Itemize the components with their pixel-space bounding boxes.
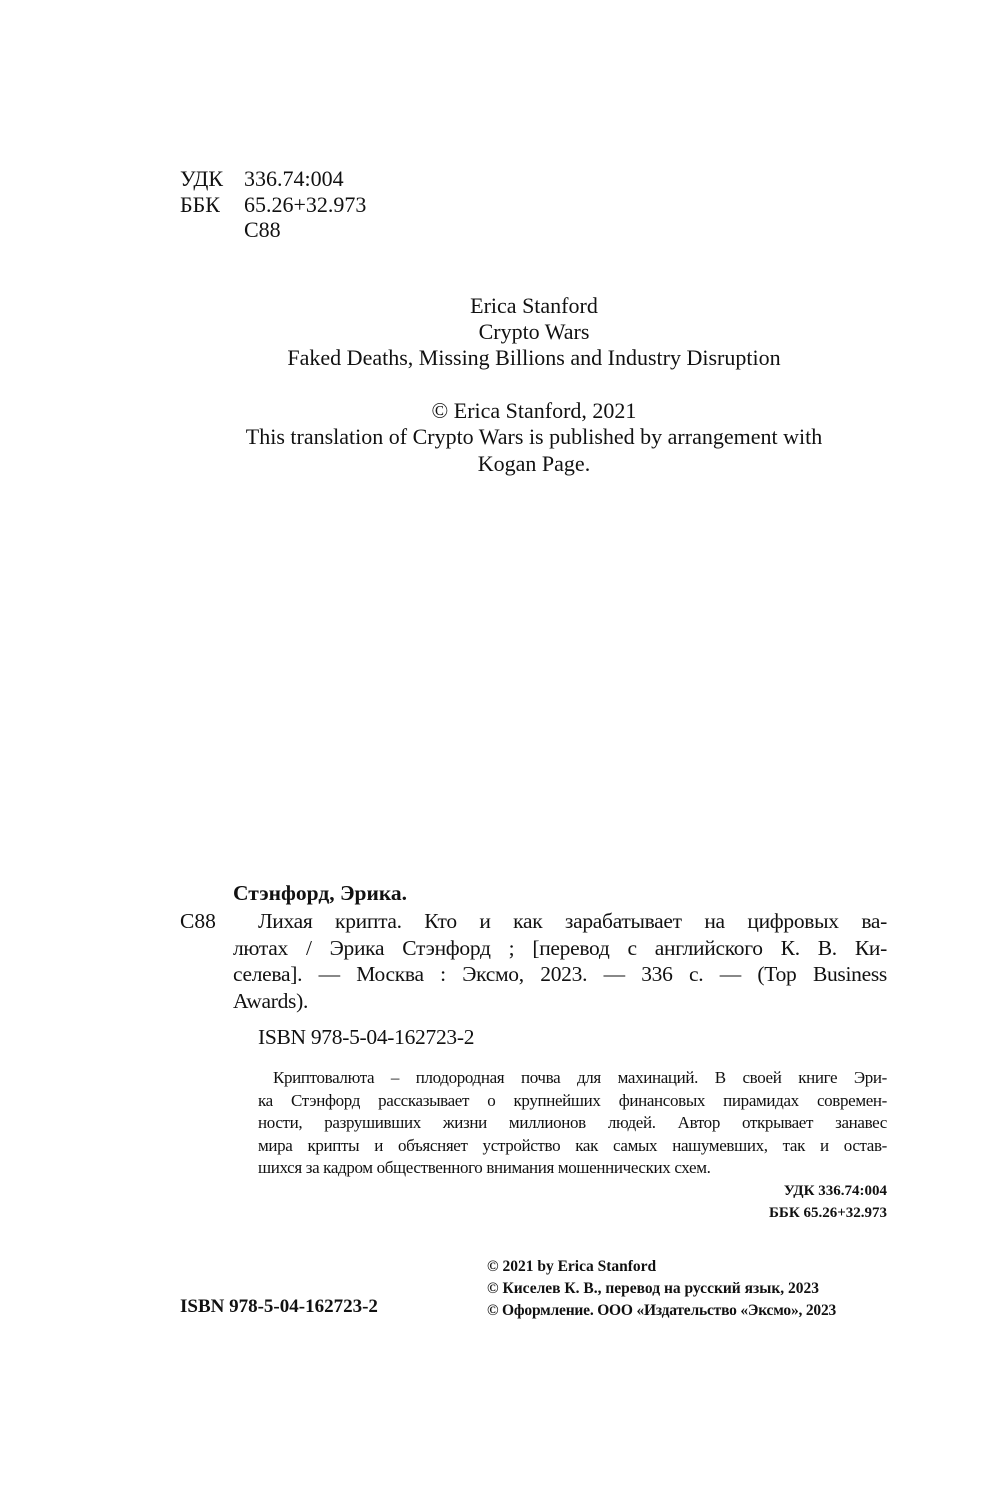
record-line: Awards).: [233, 989, 309, 1013]
original-copyright: © Erica Stanford, 2021: [431, 398, 637, 423]
translation-note-line: Kogan Page.: [477, 451, 591, 476]
abstract-line: шихся за кадром общественного внимания мошеннических схем.: [258, 1158, 711, 1177]
record-isbn: ISBN 978-5-04-162723-2: [258, 1025, 475, 1049]
original-title: Crypto Wars: [478, 319, 590, 344]
abstract-line: Криптовалюта – плодородная почва для махинаций. В своей книге Эри-: [273, 1068, 887, 1087]
udk-label: УДК: [180, 166, 224, 191]
author-mark: С88: [244, 217, 281, 242]
bbk-label: ББК: [180, 192, 220, 217]
record-author-mark: С88: [180, 909, 216, 933]
original-author: Erica Stanford: [470, 293, 598, 318]
udk-code: 336.74:004: [244, 166, 344, 191]
copyright-line: © Киселев К. В., перевод на русский язык, 2023: [487, 1280, 820, 1297]
abstract-line: ка Стэнфорд рассказывает о крупнейших финансовых пирамидах современ-: [258, 1091, 887, 1110]
abstract-line: мира крипты и объясняет устройство как самых нашумевших, так и остав-: [258, 1136, 887, 1155]
record-line: лютах / Эрика Стэнфорд ; [перевод с английского К. В. Ки-: [233, 936, 887, 960]
translation-note-line: This translation of Crypto Wars is published by arrangement with: [245, 424, 823, 449]
record-bbk: ББК 65.26+32.973: [768, 1205, 887, 1221]
record-udk: УДК 336.74:004: [783, 1183, 887, 1199]
bbk-code: 65.26+32.973: [244, 192, 367, 217]
abstract-line: ности, разрушивших жизни миллионов людей. Автор открывает занавес: [258, 1113, 887, 1132]
original-subtitle: Faked Deaths, Missing Billions and Industry Disruption: [287, 345, 781, 370]
footer-isbn: ISBN 978-5-04-162723-2: [180, 1296, 378, 1317]
copyright-line: © Оформление. ООО «Издательство «Эксмо», 2023: [487, 1302, 837, 1319]
record-line: Лихая крипта. Кто и как зарабатывает на цифровых ва-: [258, 909, 887, 933]
copyright-line: © 2021 by Erica Stanford: [487, 1258, 657, 1275]
record-heading: Стэнфорд, Эрика.: [233, 881, 408, 905]
record-line: селева]. — Москва : Эксмо, 2023. — 336 с. — (Top Business: [233, 962, 887, 986]
